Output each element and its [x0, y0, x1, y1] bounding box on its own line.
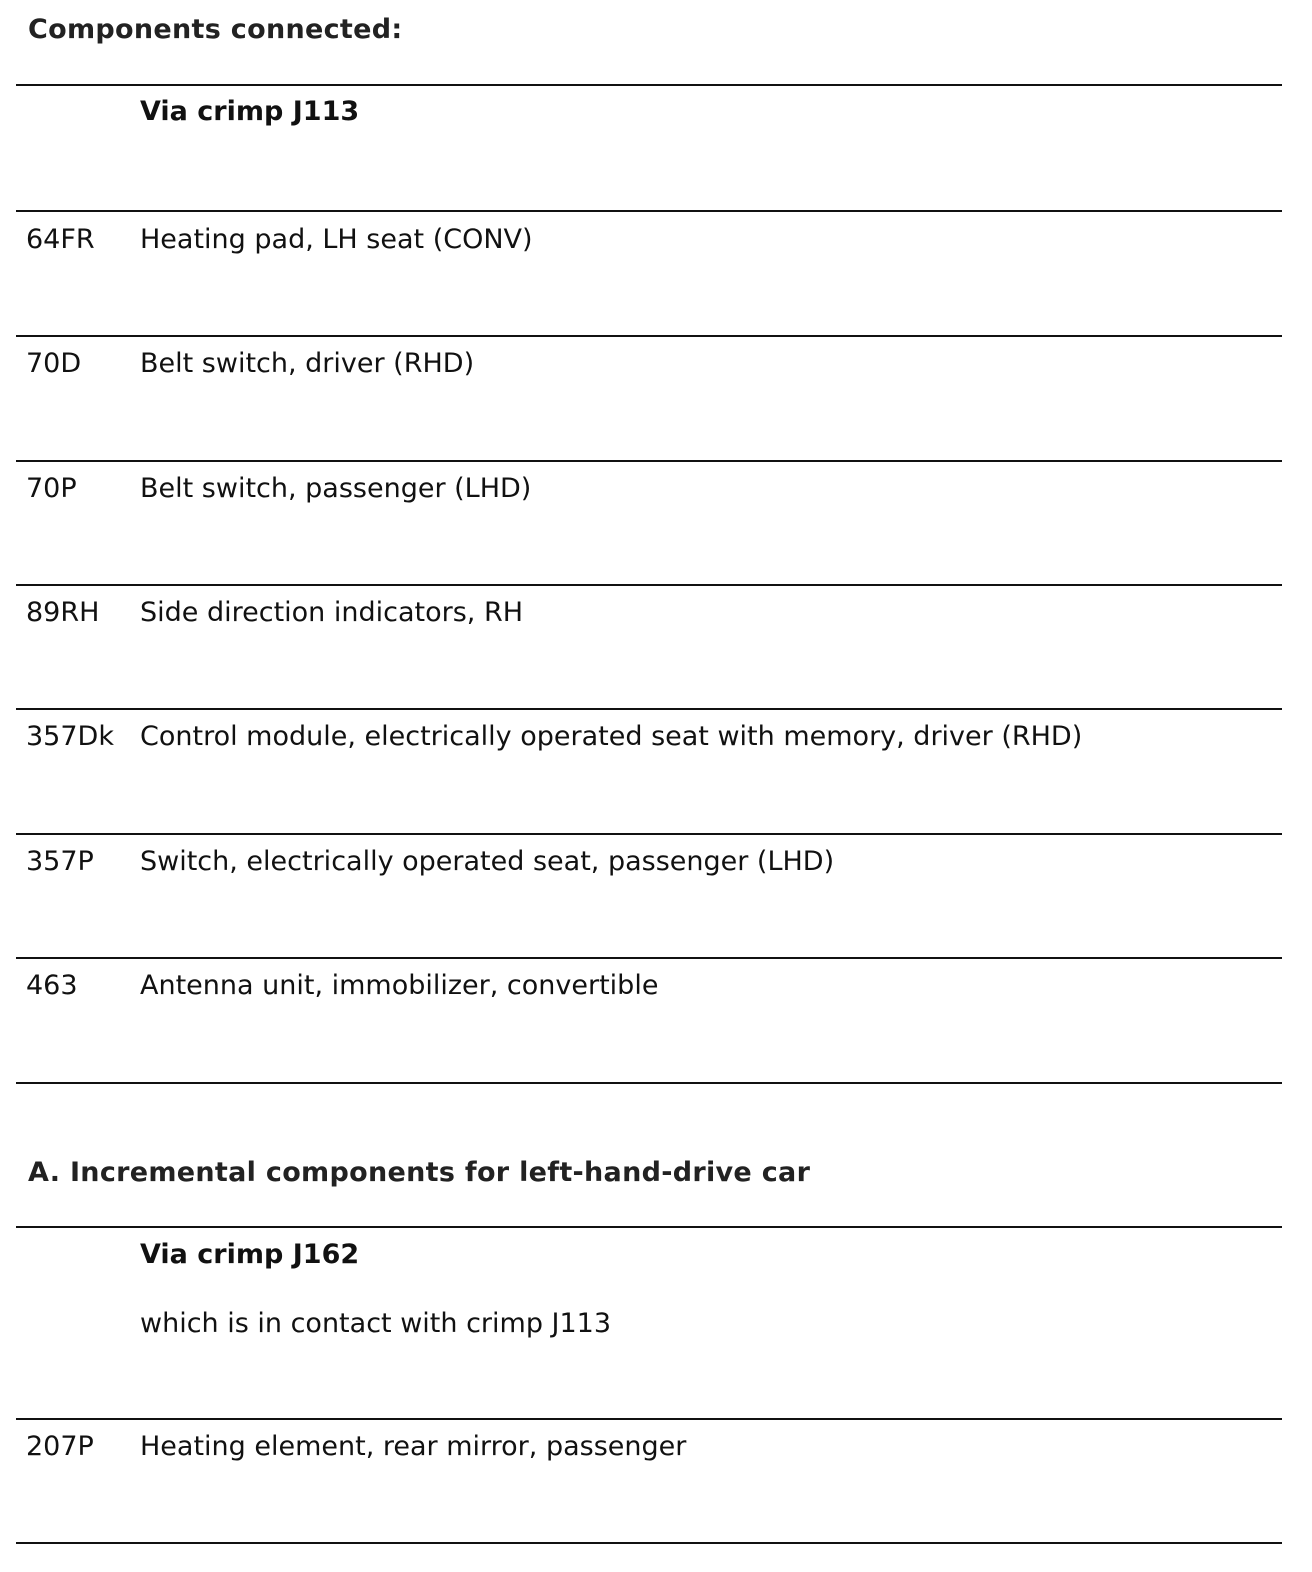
crimp-group-title: Via crimp J113 [140, 96, 360, 127]
component-description: Heating pad, LH seat (CONV) [140, 224, 533, 255]
table-rule [16, 335, 1282, 337]
component-description: Control module, electrically operated seat with memory, driver (RHD) [140, 721, 1083, 752]
component-description: Side direction indicators, RH [140, 597, 524, 628]
table-rule [16, 584, 1282, 586]
table-rule [16, 1542, 1282, 1544]
table-rule [16, 833, 1282, 835]
components-heading: Components connected: [28, 14, 403, 45]
component-code: 70P [26, 473, 77, 504]
component-code: 463 [26, 970, 78, 1001]
table-rule [16, 1082, 1282, 1084]
table-rule [16, 1226, 1282, 1228]
section-a-heading: A. Incremental components for left-hand-drive car [28, 1157, 811, 1188]
table-rule [16, 84, 1282, 86]
table-rule [16, 210, 1282, 212]
component-description: Belt switch, passenger (LHD) [140, 473, 532, 504]
component-code: 89RH [26, 597, 100, 628]
component-code: 207P [26, 1431, 94, 1462]
table-rule [16, 957, 1282, 959]
component-description: Antenna unit, immobilizer, convertible [140, 970, 659, 1001]
component-description: Switch, electrically operated seat, passenger (LHD) [140, 846, 835, 877]
component-description: Belt switch, driver (RHD) [140, 348, 475, 379]
table-rule [16, 1418, 1282, 1420]
crimp-group-note: which is in contact with crimp J113 [140, 1308, 612, 1339]
table-rule [16, 460, 1282, 462]
component-code: 64FR [26, 224, 95, 255]
table-rule [16, 708, 1282, 710]
component-code: 357Dk [26, 721, 114, 752]
crimp-group-title: Via crimp J162 [140, 1239, 360, 1270]
component-code: 70D [26, 348, 82, 379]
component-code: 357P [26, 846, 94, 877]
component-description: Heating element, rear mirror, passenger [140, 1431, 687, 1462]
